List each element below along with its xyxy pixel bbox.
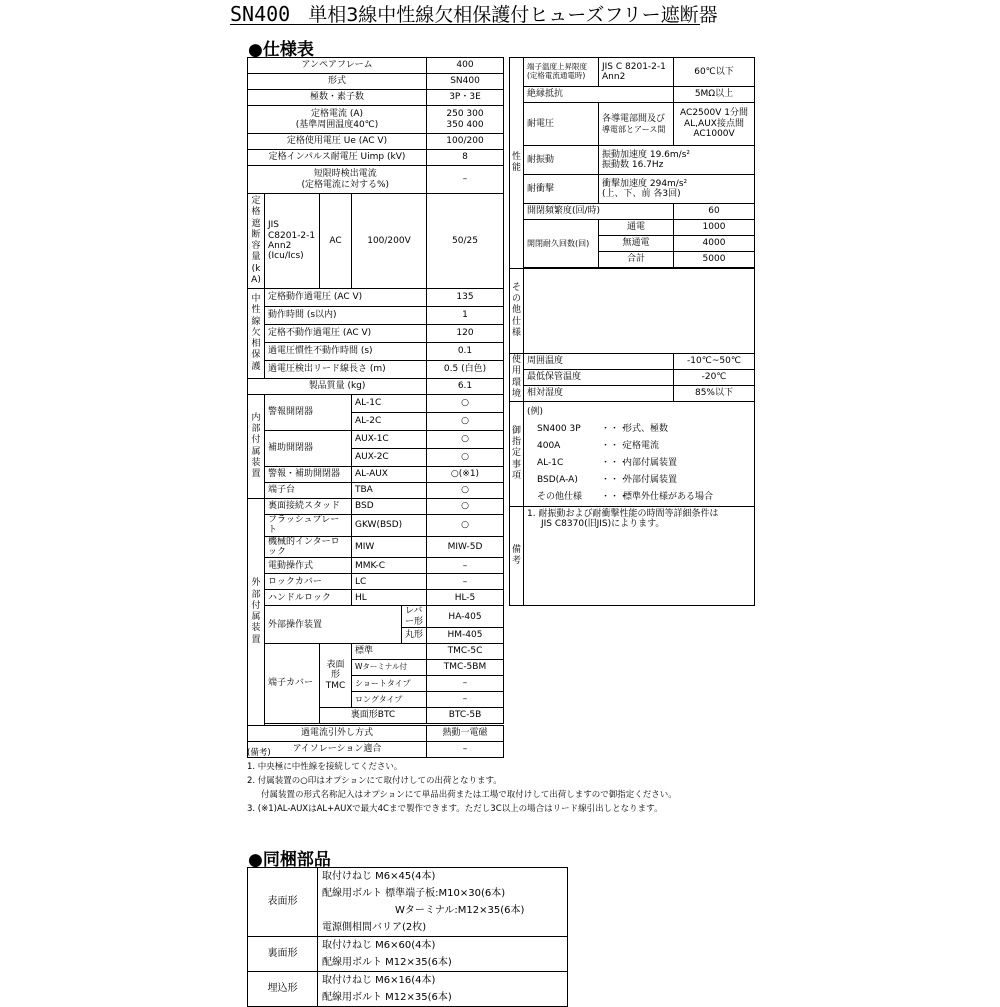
tc-back-label: 裏面形BTC bbox=[320, 708, 427, 724]
neutral-label-1: 動作時間 (s以内) bbox=[265, 307, 427, 325]
impulse-label: 定格インパルス耐電圧 Uimp (kV) bbox=[248, 150, 427, 166]
order-code-4: その他仕様 bbox=[537, 492, 583, 502]
alarm-code-2: AL-2C bbox=[352, 413, 427, 431]
spec-row-ampere-frame bbox=[248, 58, 504, 74]
handle-lock-value: HL-5 bbox=[427, 590, 504, 606]
bundle-front-l3: Wターミナル:M12×35(6本) bbox=[395, 905, 525, 916]
neutral-label-4: 過電圧検出リード線長さ (m) bbox=[265, 361, 427, 379]
poles-label: 極数・素子数 bbox=[248, 90, 427, 106]
title-text: 単相3線中性線欠相保護付ヒューズフリー遮断器 bbox=[308, 4, 718, 26]
mass-value: 6.1 bbox=[427, 379, 504, 395]
spec-row-rated-voltage bbox=[248, 134, 504, 150]
bundle-back-l2: 配線用ボルト M12×35(6本) bbox=[322, 957, 452, 968]
aux-code-1: AUX-1C bbox=[352, 431, 427, 449]
spec-row-tc-0 bbox=[248, 644, 504, 660]
spec-row-mass bbox=[248, 379, 504, 395]
order-code-1: 400A bbox=[537, 441, 561, 451]
remarks-line-2: JIS C8370(旧JIS)によります。 bbox=[541, 519, 665, 530]
tc-value-1: TMC-5BM bbox=[427, 660, 504, 676]
terminal-value: ○ bbox=[427, 483, 504, 499]
al-aux-code: AL-AUX bbox=[352, 467, 427, 483]
order-row-2 bbox=[527, 455, 751, 472]
shock-v2: (上、下、前 各3回) bbox=[602, 189, 681, 199]
endurance-type-2: 合計 bbox=[599, 252, 674, 268]
spec-row-neutral-2 bbox=[248, 325, 504, 343]
env-group-label: 使用環境 bbox=[511, 355, 521, 399]
lock-cover-code: LC bbox=[352, 574, 427, 590]
endurance-value-1: 4000 bbox=[674, 236, 755, 252]
title-code: SN400 bbox=[230, 2, 291, 26]
order-row-4 bbox=[527, 489, 751, 506]
ext-op-round: 丸形 bbox=[402, 628, 427, 644]
order-desc-4: 標準外仕様がある場合 bbox=[623, 492, 714, 502]
handle-lock-label: ハンドルロック bbox=[265, 590, 352, 606]
flush-label: フラッシュプレート bbox=[265, 515, 352, 537]
ext-op-lever: レバー形 bbox=[402, 606, 427, 628]
neutral-label-0: 定格動作過電圧 (AC V) bbox=[265, 289, 427, 307]
order-dots-4: ・・・ bbox=[601, 492, 629, 502]
alarm-value-1: ○ bbox=[427, 395, 504, 413]
env-value-1: -20℃ bbox=[674, 370, 755, 386]
bundle-embed-l1: 取付けねじ M6×16(4本) bbox=[322, 975, 436, 986]
motor-code: MMK-C bbox=[352, 558, 427, 574]
spec-row-al-aux bbox=[248, 467, 504, 483]
motor-label: 電動操作式 bbox=[265, 558, 352, 574]
spec-row-flush bbox=[248, 515, 504, 537]
other-group-label: その他仕様 bbox=[511, 282, 521, 338]
stud-label: 裏面接続スタッド bbox=[265, 499, 352, 515]
bundle-embed-label: 埋込形 bbox=[248, 972, 318, 1007]
bundle-embed-l2: 配線用ボルト M12×35(6本) bbox=[322, 992, 452, 1003]
performance-group-label: 性能 bbox=[511, 151, 521, 173]
withstand-v2: AL,AUX接点間 bbox=[684, 118, 744, 129]
spec-heading: ●仕様表 bbox=[248, 40, 314, 60]
notes bbox=[247, 746, 987, 816]
spec-row-other bbox=[510, 269, 755, 354]
withstand-part-2: 導電部とアース間 bbox=[602, 124, 666, 134]
temp-rise-note: (定格電流通電時) bbox=[527, 71, 586, 80]
neutral-value-0: 135 bbox=[427, 289, 504, 307]
notes-line-3: 3. (※1)AL-AUXはAL+AUXで最大4Cまで製作できます。ただし3C以上の場合はリード線引出しとなります。 bbox=[247, 804, 663, 814]
insulation-label: 絶縁抵抗 bbox=[524, 87, 674, 103]
order-example: (例) bbox=[527, 407, 544, 417]
order-dots-1: ・・・ bbox=[601, 441, 629, 451]
lock-cover-value: – bbox=[427, 574, 504, 590]
order-desc-2: 内部付属装置 bbox=[623, 458, 678, 468]
terminal-label: 端子台 bbox=[265, 483, 352, 499]
spec-row-env-2 bbox=[510, 386, 755, 402]
short-time-label: 短限時検出電流 bbox=[313, 169, 377, 180]
order-desc-3: 外部付属装置 bbox=[623, 475, 678, 485]
shock-label: 耐衝撃 bbox=[524, 175, 599, 204]
bundle-front-l1: 取付けねじ M6×45(4本) bbox=[322, 871, 436, 882]
tc-value-0: TMC-5C bbox=[427, 644, 504, 660]
stud-value: ○ bbox=[427, 499, 504, 515]
temp-rise-std-2: Ann2 bbox=[602, 72, 626, 82]
spec-row-order bbox=[510, 402, 755, 507]
spec-row-lock-cover bbox=[248, 574, 504, 590]
spec-row-vibration bbox=[510, 146, 755, 175]
switching-freq-value: 60 bbox=[674, 204, 755, 220]
vibration-v2: 振動数 16.7Hz bbox=[602, 160, 664, 170]
shock-v1: 衝撃加速度 294m/s² bbox=[602, 178, 688, 189]
spec-row-ext-op-lever bbox=[248, 606, 504, 628]
order-code-0: SN400 3P bbox=[537, 424, 581, 434]
mass-label: 製品質量 (kg) bbox=[248, 379, 427, 395]
isolation-value: – bbox=[427, 742, 504, 758]
tc-type-2: ショートタイプ bbox=[352, 676, 427, 692]
bundle-heading: ●同梱部品 bbox=[248, 850, 331, 870]
breaking-std-4: (Icu/Ics) bbox=[268, 251, 304, 262]
order-desc-1: 定格電流 bbox=[623, 441, 660, 451]
impulse-value: 8 bbox=[427, 150, 504, 166]
bundle-back-l1: 取付けねじ M6×60(4本) bbox=[322, 940, 436, 951]
spec-row-temp-rise bbox=[510, 58, 755, 87]
flush-code: GKW(BSD) bbox=[352, 515, 427, 537]
env-label-1: 最低保管温度 bbox=[524, 370, 674, 386]
spec-row-neutral-3 bbox=[248, 343, 504, 361]
neutral-value-3: 0.1 bbox=[427, 343, 504, 361]
spec-row-endurance-0 bbox=[510, 220, 755, 236]
vibration-label: 耐振動 bbox=[524, 146, 599, 175]
rated-current-label: 定格電流 (A) bbox=[310, 109, 364, 120]
neutral-group-label: 中性線欠相保護 bbox=[251, 294, 261, 372]
stud-code: BSD bbox=[352, 499, 427, 515]
bundle-table bbox=[247, 867, 568, 1007]
model-label: 形式 bbox=[248, 74, 427, 90]
trip-label: 過電流引外し方式 bbox=[248, 726, 427, 742]
tc-back-value: BTC-5B bbox=[427, 708, 504, 724]
tc-type-3: ロングタイプ bbox=[352, 692, 427, 708]
neutral-label-3: 過電圧慣性不動作時間 (s) bbox=[265, 343, 427, 361]
spec-row-switching-freq bbox=[510, 204, 755, 220]
bundle-row-front bbox=[248, 868, 568, 937]
ext-op-label: 外部操作装置 bbox=[265, 606, 402, 644]
tc-value-3: – bbox=[427, 692, 504, 708]
short-time-value: – bbox=[427, 166, 504, 194]
endurance-value-2: 5000 bbox=[674, 252, 755, 268]
breaking-group-label: 定格遮断容量(kA) bbox=[251, 196, 261, 285]
spec-row-poles bbox=[248, 90, 504, 106]
lock-cover-label: ロックカバー bbox=[265, 574, 352, 590]
endurance-type-1: 無通電 bbox=[599, 236, 674, 252]
external-group-label: 外部付属装置 bbox=[251, 578, 261, 645]
title-underline bbox=[230, 24, 700, 25]
spec-row-insulation bbox=[510, 87, 755, 103]
ext-op-lever-value: HA-405 bbox=[427, 606, 504, 628]
env-label-2: 相対湿度 bbox=[524, 386, 674, 402]
poles-value: 3P・3E bbox=[427, 90, 504, 106]
notes-line-1: 2. 付属装置の○印はオプションにて取付けしての出荷となります。 bbox=[247, 776, 502, 786]
spec-row-interlock bbox=[248, 536, 504, 558]
ampere-frame-label: アンペアフレーム bbox=[248, 58, 427, 74]
spec-row-short-time bbox=[248, 166, 504, 194]
env-value-0: -10℃~50℃ bbox=[674, 354, 755, 370]
spec-row-alarm-1 bbox=[248, 395, 504, 413]
order-dots-3: ・・・ bbox=[601, 475, 629, 485]
alarm-value-2: ○ bbox=[427, 413, 504, 431]
order-dots-0: ・・・ bbox=[601, 424, 629, 434]
bundle-back-label: 裏面形 bbox=[248, 937, 318, 972]
order-row-0 bbox=[527, 421, 751, 438]
rated-voltage-label: 定格使用電圧 Ue (AC V) bbox=[248, 134, 427, 150]
model-value: SN400 bbox=[427, 74, 504, 90]
ampere-frame-value: 400 bbox=[427, 58, 504, 74]
tc-type-1: Wターミナル付 bbox=[352, 660, 427, 676]
neutral-label-2: 定格不動作過電圧 (AC V) bbox=[265, 325, 427, 343]
alarm-code-1: AL-1C bbox=[352, 395, 427, 413]
spec-row-env-1 bbox=[510, 370, 755, 386]
document-title bbox=[230, 0, 718, 27]
neutral-value-4: 0.5 (白色) bbox=[427, 361, 504, 379]
env-value-2: 85%以下 bbox=[674, 386, 755, 402]
breaking-std-1: JIS bbox=[268, 220, 280, 231]
order-dots-2: ・・・ bbox=[601, 458, 629, 468]
rated-current-note: (基準周囲温度40℃) bbox=[295, 119, 379, 130]
spec-row-stud bbox=[248, 499, 504, 515]
spec-row-handle-lock bbox=[248, 590, 504, 606]
spec-row-env-0 bbox=[510, 354, 755, 370]
trip-value: 熱動一電磁 bbox=[427, 726, 504, 742]
spec-row-trip bbox=[248, 726, 504, 742]
internal-group-label: 内部付属装置 bbox=[251, 412, 261, 479]
handle-lock-code: HL bbox=[352, 590, 427, 606]
spec-row-motor bbox=[248, 558, 504, 574]
bundle-front-label: 表面形 bbox=[248, 868, 318, 937]
alarm-label: 警報開閉器 bbox=[265, 395, 352, 431]
endurance-type-0: 通電 bbox=[599, 220, 674, 236]
temp-rise-label: 端子温度上昇限度 bbox=[527, 62, 587, 72]
terminal-cover-front-label: 表面形 bbox=[326, 660, 345, 681]
notes-line-0: 1. 中央極に中性線を接続してください。 bbox=[247, 762, 403, 772]
spec-row-model bbox=[248, 74, 504, 90]
env-label-0: 周囲温度 bbox=[524, 354, 674, 370]
isolation-label: アイソレーション適合 bbox=[248, 742, 427, 758]
short-time-note: (定格電流に対する%) bbox=[301, 179, 390, 190]
tc-value-2: – bbox=[427, 676, 504, 692]
endurance-label: 開閉耐久回数(回) bbox=[524, 220, 599, 268]
spec-row-remarks bbox=[510, 507, 755, 606]
order-row-1 bbox=[527, 438, 751, 455]
withstand-v3: AC1000V bbox=[693, 129, 735, 140]
neutral-value-2: 120 bbox=[427, 325, 504, 343]
spec-row-terminal bbox=[248, 483, 504, 499]
aux-value-2: ○ bbox=[427, 449, 504, 467]
order-row-3 bbox=[527, 472, 751, 489]
rated-current-value-2: 350 400 bbox=[446, 119, 484, 130]
interlock-label: 機械的インターロック bbox=[265, 536, 352, 558]
terminal-cover-label: 端子カバー bbox=[265, 644, 320, 724]
neutral-value-1: 1 bbox=[427, 307, 504, 325]
spec-row-neutral-0 bbox=[248, 289, 504, 307]
aux-label: 補助開閉器 bbox=[265, 431, 352, 467]
notes-line-2: 付属装置の形式名称記入はオプションにて単品出荷または工場で取付けして出荷しますので御指定ください。 bbox=[261, 790, 677, 800]
al-aux-value: ○(※1) bbox=[427, 467, 504, 483]
ext-op-round-value: HM-405 bbox=[427, 628, 504, 644]
interlock-value: MIW-5D bbox=[427, 536, 504, 558]
spec-row-aux-1 bbox=[248, 431, 504, 449]
motor-value: – bbox=[427, 558, 504, 574]
spec-table-right bbox=[509, 57, 755, 606]
breaking-ac: AC bbox=[320, 194, 352, 289]
spec-row-neutral-1 bbox=[248, 307, 504, 325]
withstand-part-1: 各導電部間及び bbox=[602, 114, 666, 125]
order-group-label: 御指定事項 bbox=[511, 425, 521, 481]
withstand-label: 耐電圧 bbox=[524, 103, 599, 146]
withstand-v1: AC2500V 1分間 bbox=[680, 108, 748, 119]
order-code-2: AL-1C bbox=[537, 458, 564, 468]
notes-title: (備考) bbox=[247, 748, 271, 758]
spec-row-withstand bbox=[510, 103, 755, 146]
bundle-front-l2: 配線用ボルト 標準端子板:M10×30(6本) bbox=[322, 888, 506, 899]
terminal-code: TBA bbox=[352, 483, 427, 499]
flush-value: ○ bbox=[427, 515, 504, 537]
remarks-line-1: 1. 耐振動および耐衝撃性能の時間等詳細条件は bbox=[527, 509, 719, 519]
remarks-group-label: 備考 bbox=[511, 544, 521, 566]
bundle-front-l4: 電源側相間バリア(2枚) bbox=[322, 922, 427, 933]
spec-row-rated-current bbox=[248, 106, 504, 134]
spec-row-impulse bbox=[248, 150, 504, 166]
order-desc-0: 形式、極数 bbox=[623, 424, 669, 434]
spec-row-neutral-4 bbox=[248, 361, 504, 379]
rated-current-value-1: 250 300 bbox=[446, 109, 484, 120]
tc-type-0: 標準 bbox=[352, 644, 427, 660]
al-aux-label: 警報・補助開閉器 bbox=[265, 467, 352, 483]
breaking-std-3: Ann2 bbox=[268, 241, 292, 251]
aux-code-2: AUX-2C bbox=[352, 449, 427, 467]
order-code-3: BSD(A-A) bbox=[537, 475, 578, 485]
breaking-value: 50/25 bbox=[427, 194, 504, 289]
breaking-voltage: 100/200V bbox=[352, 194, 427, 289]
breaking-std-2: C8201-2-1 bbox=[268, 230, 316, 241]
spec-table-left bbox=[247, 57, 504, 758]
temp-rise-value: 60℃以下 bbox=[674, 58, 755, 87]
endurance-value-0: 1000 bbox=[674, 220, 755, 236]
temp-rise-std-1: JIS C 8201-2-1 bbox=[602, 61, 666, 72]
vibration-v1: 振動加速度 19.6m/s² bbox=[602, 149, 690, 160]
terminal-cover-front-code: TMC bbox=[325, 680, 346, 691]
switching-freq-label: 開閉頻繁度(回/時) bbox=[524, 204, 674, 220]
aux-value-1: ○ bbox=[427, 431, 504, 449]
insulation-value: 5MΩ以上 bbox=[674, 87, 755, 103]
rated-voltage-value: 100/200 bbox=[427, 134, 504, 150]
spec-row-shock bbox=[510, 175, 755, 204]
bundle-row-embed bbox=[248, 972, 568, 1007]
interlock-code: MIW bbox=[352, 536, 427, 558]
spec-row-breaking bbox=[248, 194, 504, 289]
bundle-row-back bbox=[248, 937, 568, 972]
